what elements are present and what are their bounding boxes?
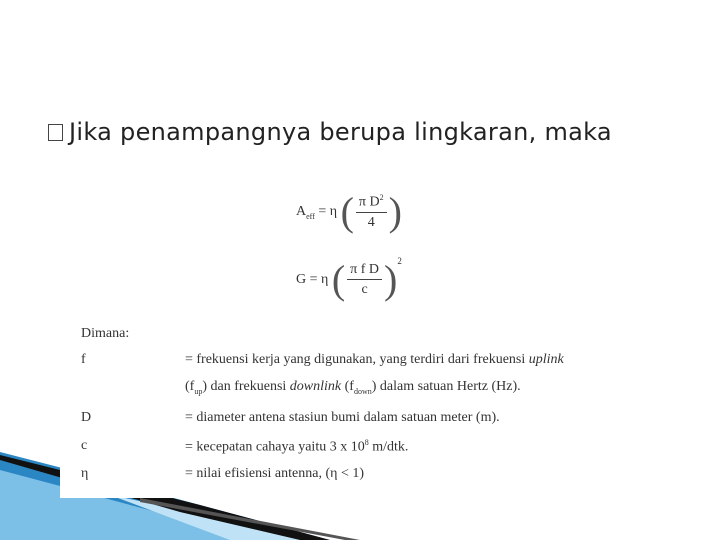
glossary-symbol: f bbox=[81, 352, 86, 367]
aeff-subscript: eff bbox=[306, 211, 315, 221]
aeff-numerator: π D bbox=[358, 194, 380, 210]
bullet-heading bbox=[48, 118, 612, 146]
aeff-denominator: 4 bbox=[367, 214, 375, 230]
glossary-symbol: η bbox=[81, 466, 89, 481]
gain-denominator: c bbox=[361, 282, 368, 297]
aeff-num-exponent: 2 bbox=[379, 193, 384, 203]
gain-numerator: π f D bbox=[347, 262, 382, 280]
aeff-fraction bbox=[354, 193, 389, 231]
glossary-definition: = frekuensi kerja yang digunakan, yang terdiri dari frekuensi uplink bbox=[185, 352, 564, 367]
aeff-symbol: A bbox=[296, 203, 307, 219]
formula-image-panel bbox=[60, 176, 620, 498]
glossary-heading: Dimana: bbox=[81, 326, 130, 341]
gain-fraction bbox=[345, 262, 384, 298]
glossary-definition: = nilai efisiensi antenna, (η < 1) bbox=[185, 466, 365, 481]
glossary-definition-continued: $(f_{up})$ dan frekuensi downlink $(f_{down})$ dalam satuan Hertz (Hz). bbox=[185, 379, 521, 396]
bullet-glyph-icon bbox=[48, 124, 63, 141]
glossary-symbol: c bbox=[81, 438, 88, 453]
gain-exponent: 2 bbox=[397, 256, 402, 266]
gain-formula: G = η ( $\frac{\text{π f D}}{c}$ )$^2$ bbox=[296, 256, 402, 302]
glossary-definition: = kecepatan cahaya yaitu 3 x $10^8$ m/dtk. bbox=[185, 438, 409, 455]
glossary-symbol: D bbox=[81, 410, 92, 425]
gain-lhs: G = η bbox=[296, 272, 329, 287]
aeff-formula: $A_{eff} = \eta$ ( $\frac{\pi D^2}{4}$ ) bbox=[296, 189, 402, 234]
aeff-equals: = η bbox=[314, 203, 338, 219]
bullet-heading-text: Jika penampangnya berupa lingkaran, maka bbox=[69, 118, 612, 146]
glossary-definition: = diameter antena stasiun bumi dalam satuan meter (m). bbox=[185, 410, 500, 425]
